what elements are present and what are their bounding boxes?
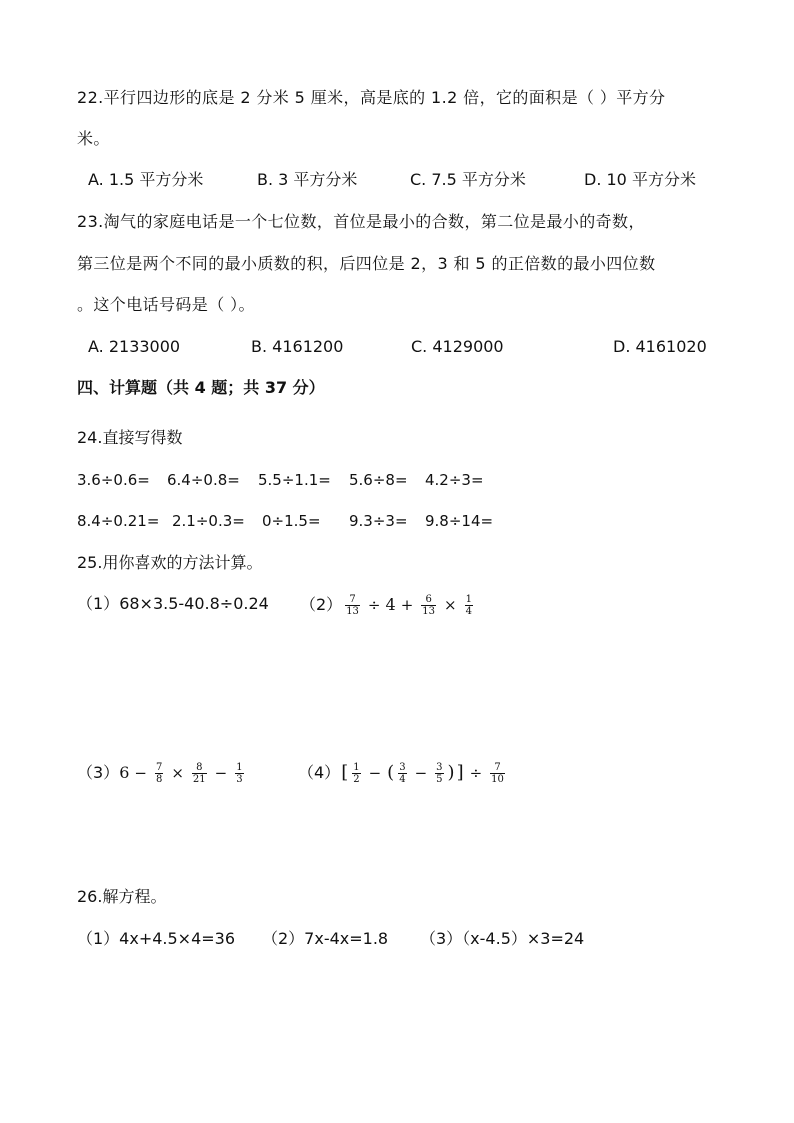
left-bracket: [ xyxy=(341,762,349,783)
q25-part1-expression: 68×3.5-40.8÷0.24 xyxy=(119,594,269,613)
section-heading: 四、计算题（共 4 题；共 37 分） xyxy=(77,378,325,397)
q25-part3 xyxy=(77,755,247,791)
q25-part4 xyxy=(298,755,508,791)
fraction: $\frac{1}{3}$ xyxy=(236,761,243,785)
q24-r1-item3: 5.5÷1.1= xyxy=(258,471,331,489)
q24-r2-item5: 9.8÷14= xyxy=(425,512,494,530)
q25-part2 xyxy=(300,587,476,623)
q25-part1 xyxy=(77,593,269,615)
fraction: $\frac{3}{4}$ xyxy=(399,761,406,785)
right-paren: ) xyxy=(447,762,455,783)
q26-equation-2: （2）7x-4x=1.8 xyxy=(262,929,389,948)
q26-equation-1: （1）4x+4.5×4=36 xyxy=(77,929,236,948)
fraction: $\frac{8}{21}$ xyxy=(192,761,206,785)
fraction: $\frac{7}{10}$ xyxy=(491,761,504,785)
q23-option-a: A. 2133000 xyxy=(88,337,181,356)
fraction: $\frac{7}{8}$ xyxy=(155,761,163,785)
q22-line2: 米。 xyxy=(77,129,110,148)
right-bracket: ] xyxy=(456,762,464,783)
q24-r2-item4: 9.3÷3= xyxy=(349,512,408,530)
q22-option-b: B. 3 平方分米 xyxy=(257,170,358,189)
minus-sign: − xyxy=(414,764,428,782)
q24-r2-item2: 2.1÷0.3= xyxy=(172,512,245,530)
q22-option-d: D. 10 平方分米 xyxy=(584,170,696,189)
q24-r2-item3: 0÷1.5= xyxy=(262,512,321,530)
q23-option-b: B. 4161200 xyxy=(251,337,344,356)
multiply-sign: × xyxy=(171,764,184,782)
minus-sign: − xyxy=(214,764,228,782)
fraction: $\frac{1}{4}$ xyxy=(465,593,472,617)
fraction: $\frac{3}{5}$ xyxy=(436,761,443,785)
fraction: $\frac{6}{13}$ xyxy=(422,593,435,617)
minus-sign: − xyxy=(134,764,147,782)
q24-r1-item4: 5.6÷8= xyxy=(349,471,408,489)
q23-option-d: D. 4161020 xyxy=(613,337,707,356)
multiply-sign: × xyxy=(444,596,457,614)
number: 4 xyxy=(385,595,396,614)
fraction: $\frac{1}{2}$ xyxy=(353,761,360,785)
minus-sign: − xyxy=(368,764,382,782)
fraction: $\frac{7}{13}$ xyxy=(346,593,359,617)
q22-option-c: C. 7.5 平方分米 xyxy=(410,170,526,189)
q24-r1-item1: 3.6÷0.6= xyxy=(77,471,150,489)
q26-title: 26.解方程。 xyxy=(77,887,167,906)
q22-line1: 22.平行四边形的底是 2 分米 5 厘米，高是底的 1.2 倍，它的面积是（ ）平方分 xyxy=(77,88,666,107)
left-paren: ( xyxy=(387,762,395,783)
q24-r1-item5: 4.2÷3= xyxy=(425,471,484,489)
q25-title: 25.用你喜欢的方法计算。 xyxy=(77,553,263,572)
q25-part4-label: （4） xyxy=(298,763,341,782)
q24-title: 24.直接写得数 xyxy=(77,428,183,447)
q23-line3: 。这个电话号码是（ ）。 xyxy=(77,295,255,314)
number: 6 xyxy=(119,763,130,782)
divide-sign: ÷ xyxy=(469,764,483,782)
q22-option-a: A. 1.5 平方分米 xyxy=(88,170,204,189)
q24-r1-item2: 6.4÷0.8= xyxy=(167,471,240,489)
q25-part3-label: （3） xyxy=(77,763,120,782)
divide-sign: ÷ xyxy=(367,596,381,614)
plus-sign: + xyxy=(400,596,414,614)
q23-line1: 23.淘气的家庭电话是一个七位数，首位是最小的合数，第二位是最小的奇数， xyxy=(77,212,645,231)
q25-part1-label: （1） xyxy=(77,594,120,613)
q23-line2: 第三位是两个不同的最小质数的积，后四位是 2，3 和 5 的正倍数的最小四位数 xyxy=(77,254,656,273)
q23-option-c: C. 4129000 xyxy=(411,337,504,356)
q24-r2-item1: 8.4÷0.21= xyxy=(77,512,160,530)
q26-equation-3: （3）（x-4.5）×3=24 xyxy=(420,929,585,948)
q25-part2-label: （2） xyxy=(300,595,343,614)
